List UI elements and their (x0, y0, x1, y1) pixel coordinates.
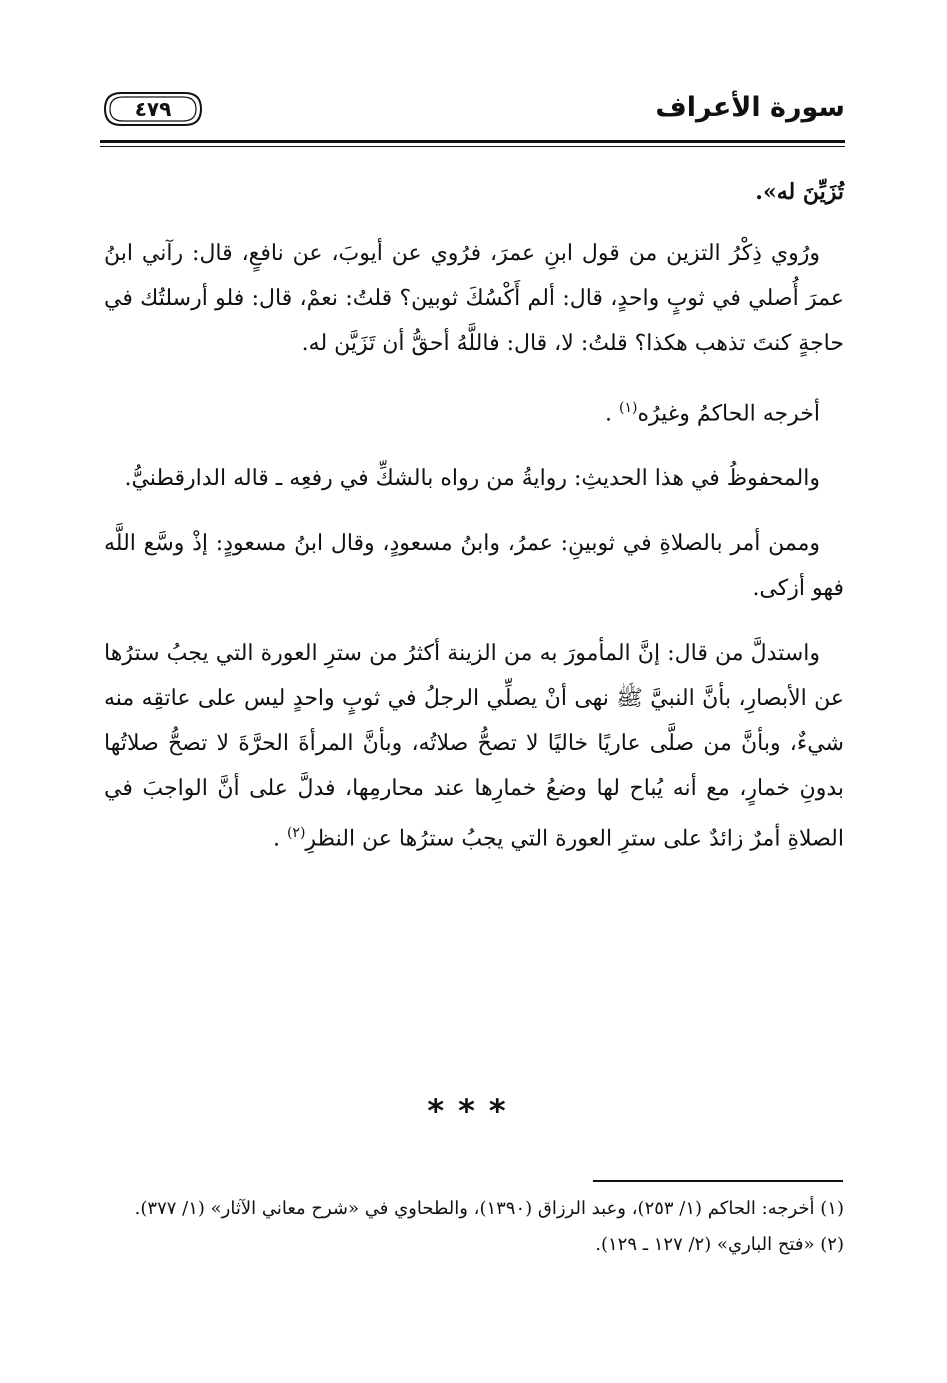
paragraph: والمحفوظُ في هذا الحديثِ: روايةُ من رواه بالشكِّ في رفعِه ـ قاله الدارقطنيُّ. (124, 466, 820, 492)
footnotes (104, 1192, 844, 1264)
footnote-ref: (٢) (286, 825, 306, 842)
paragraph-end: . (272, 826, 287, 852)
paragraph-end: . (605, 401, 620, 427)
footnote-rule (593, 1180, 843, 1182)
paragraph: ورُوي ذِكْرُ التزين من قول ابنِ عمرَ، فرُوي عن أيوبَ، عن نافعٍ، قال: رآني ابنُ عمرَ أُصلي في ثوبٍ واحدٍ، قال: ألم أَكْسُكَ ثوبين؟ قلتُ: نعمْ، قال: فلو أرسلتُك في حاجةٍ كنتَ تذهب هكذا؟ قلتُ: لا، قال: فاللَّهُ أحقُّ أن تَزَيَّن له. (104, 241, 844, 356)
paragraph (104, 386, 844, 436)
page-number-badge (104, 92, 202, 126)
paragraph: وممن أمر بالصلاةِ في ثوبينِ: عمرُ، وابنُ مسعودٍ، وقال ابنُ مسعودٍ: إذْ وسَّع اللَّه فهو أزكى. (104, 531, 844, 602)
paragraph-text: أخرجه الحاكمُ وغيرُه (637, 401, 820, 427)
page-header (100, 86, 845, 138)
paragraph: تُزَيِّنَ له». (755, 179, 844, 205)
footnote-ref: (١) (619, 400, 638, 416)
header-rule-thick (100, 140, 845, 143)
surah-title: سورة الأعراف (655, 92, 845, 123)
header-rule-thin (100, 146, 845, 147)
page-number: ٤٧٩ (134, 97, 172, 121)
main-text (104, 170, 844, 882)
footnote: (٢) «فتح الباري» (٢/ ١٢٧ ـ ١٢٩). (595, 1234, 844, 1255)
paragraph (104, 631, 844, 861)
footnote: (١) أخرجه: الحاكم (١/ ٢٥٣)، وعبد الرزاق (١٣٩٠)، والطحاوي في «شرح معاني الآثار» (١/ ٣٧٧). (134, 1198, 844, 1219)
section-separator: *** (427, 1092, 520, 1130)
paragraph-text: واستدلَّ من قال: إنَّ المأمورَ به من الزينة أكثرُ من سترِ العورة التي يجبُ سترُها عن الأبصارِ، بأنَّ النبيَّ ﷺ نهى أنْ يصلِّي الرجلُ في ثوبٍ واحدٍ ليس على عاتقِه منه شيءٌ، وبأنَّ من صلَّى عاريًا خاليًا لا تصحُّ صلاتُه، وبأنَّ المرأةَ الحرَّةَ لا تصحُّ صلاتُها بدونِ خمارٍ، مع أنه يُباح لها وضعُ خمارِها عند محارمِها، فدلَّ على أنَّ الواجبَ في الصلاةِ أمرٌ زائدٌ على سترِ العورة التي يجبُ سترُها عن النظرِ (104, 641, 844, 852)
